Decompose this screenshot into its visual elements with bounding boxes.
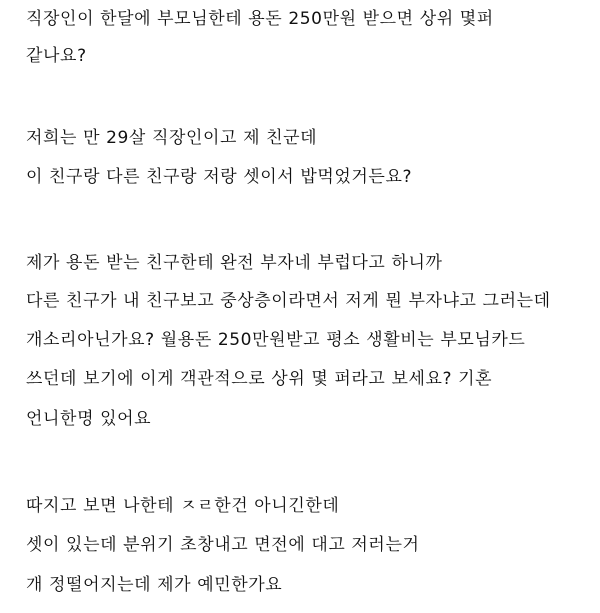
paragraph-3-line-5: 언니한명 있어요 [26, 409, 152, 429]
paragraph-2-line-2: 이 친구랑 다른 친구랑 저랑 셋이서 밥먹었거든요? [26, 167, 413, 187]
paragraph-3-line-1: 제가 용돈 받는 친구한테 완전 부자네 부럽다고 하니까 [26, 253, 443, 273]
paragraph-1-line-2: 같나요? [26, 46, 87, 66]
paragraph-4-line-3: 개 정떨어지는데 제가 예민한가요 [26, 575, 283, 595]
paragraph-1-line-1: 직장인이 한달에 부모님한테 용돈 250만원 받으면 상위 몇퍼 [26, 9, 494, 29]
paragraph-4-line-1: 따지고 보면 나한테 ㅈㄹ한건 아니긴한데 [26, 496, 340, 516]
paragraph-4-line-2: 셋이 있는데 분위기 초창내고 면전에 대고 저러는거 [26, 535, 420, 555]
paragraph-3-line-2: 다른 친구가 내 친구보고 중상층이라면서 저게 뭔 부자냐고 그러는데 [26, 291, 551, 311]
paragraph-3-line-4: 쓰던데 보기에 이게 객관적으로 상위 몇 퍼라고 보세요? 기혼 [26, 369, 493, 389]
paragraph-2-line-1: 저희는 만 29살 직장인이고 제 친군데 [26, 128, 318, 148]
paragraph-3-line-3: 개소리아닌가요? 월용돈 250만원받고 평소 생활비는 부모님카드 [26, 330, 526, 350]
